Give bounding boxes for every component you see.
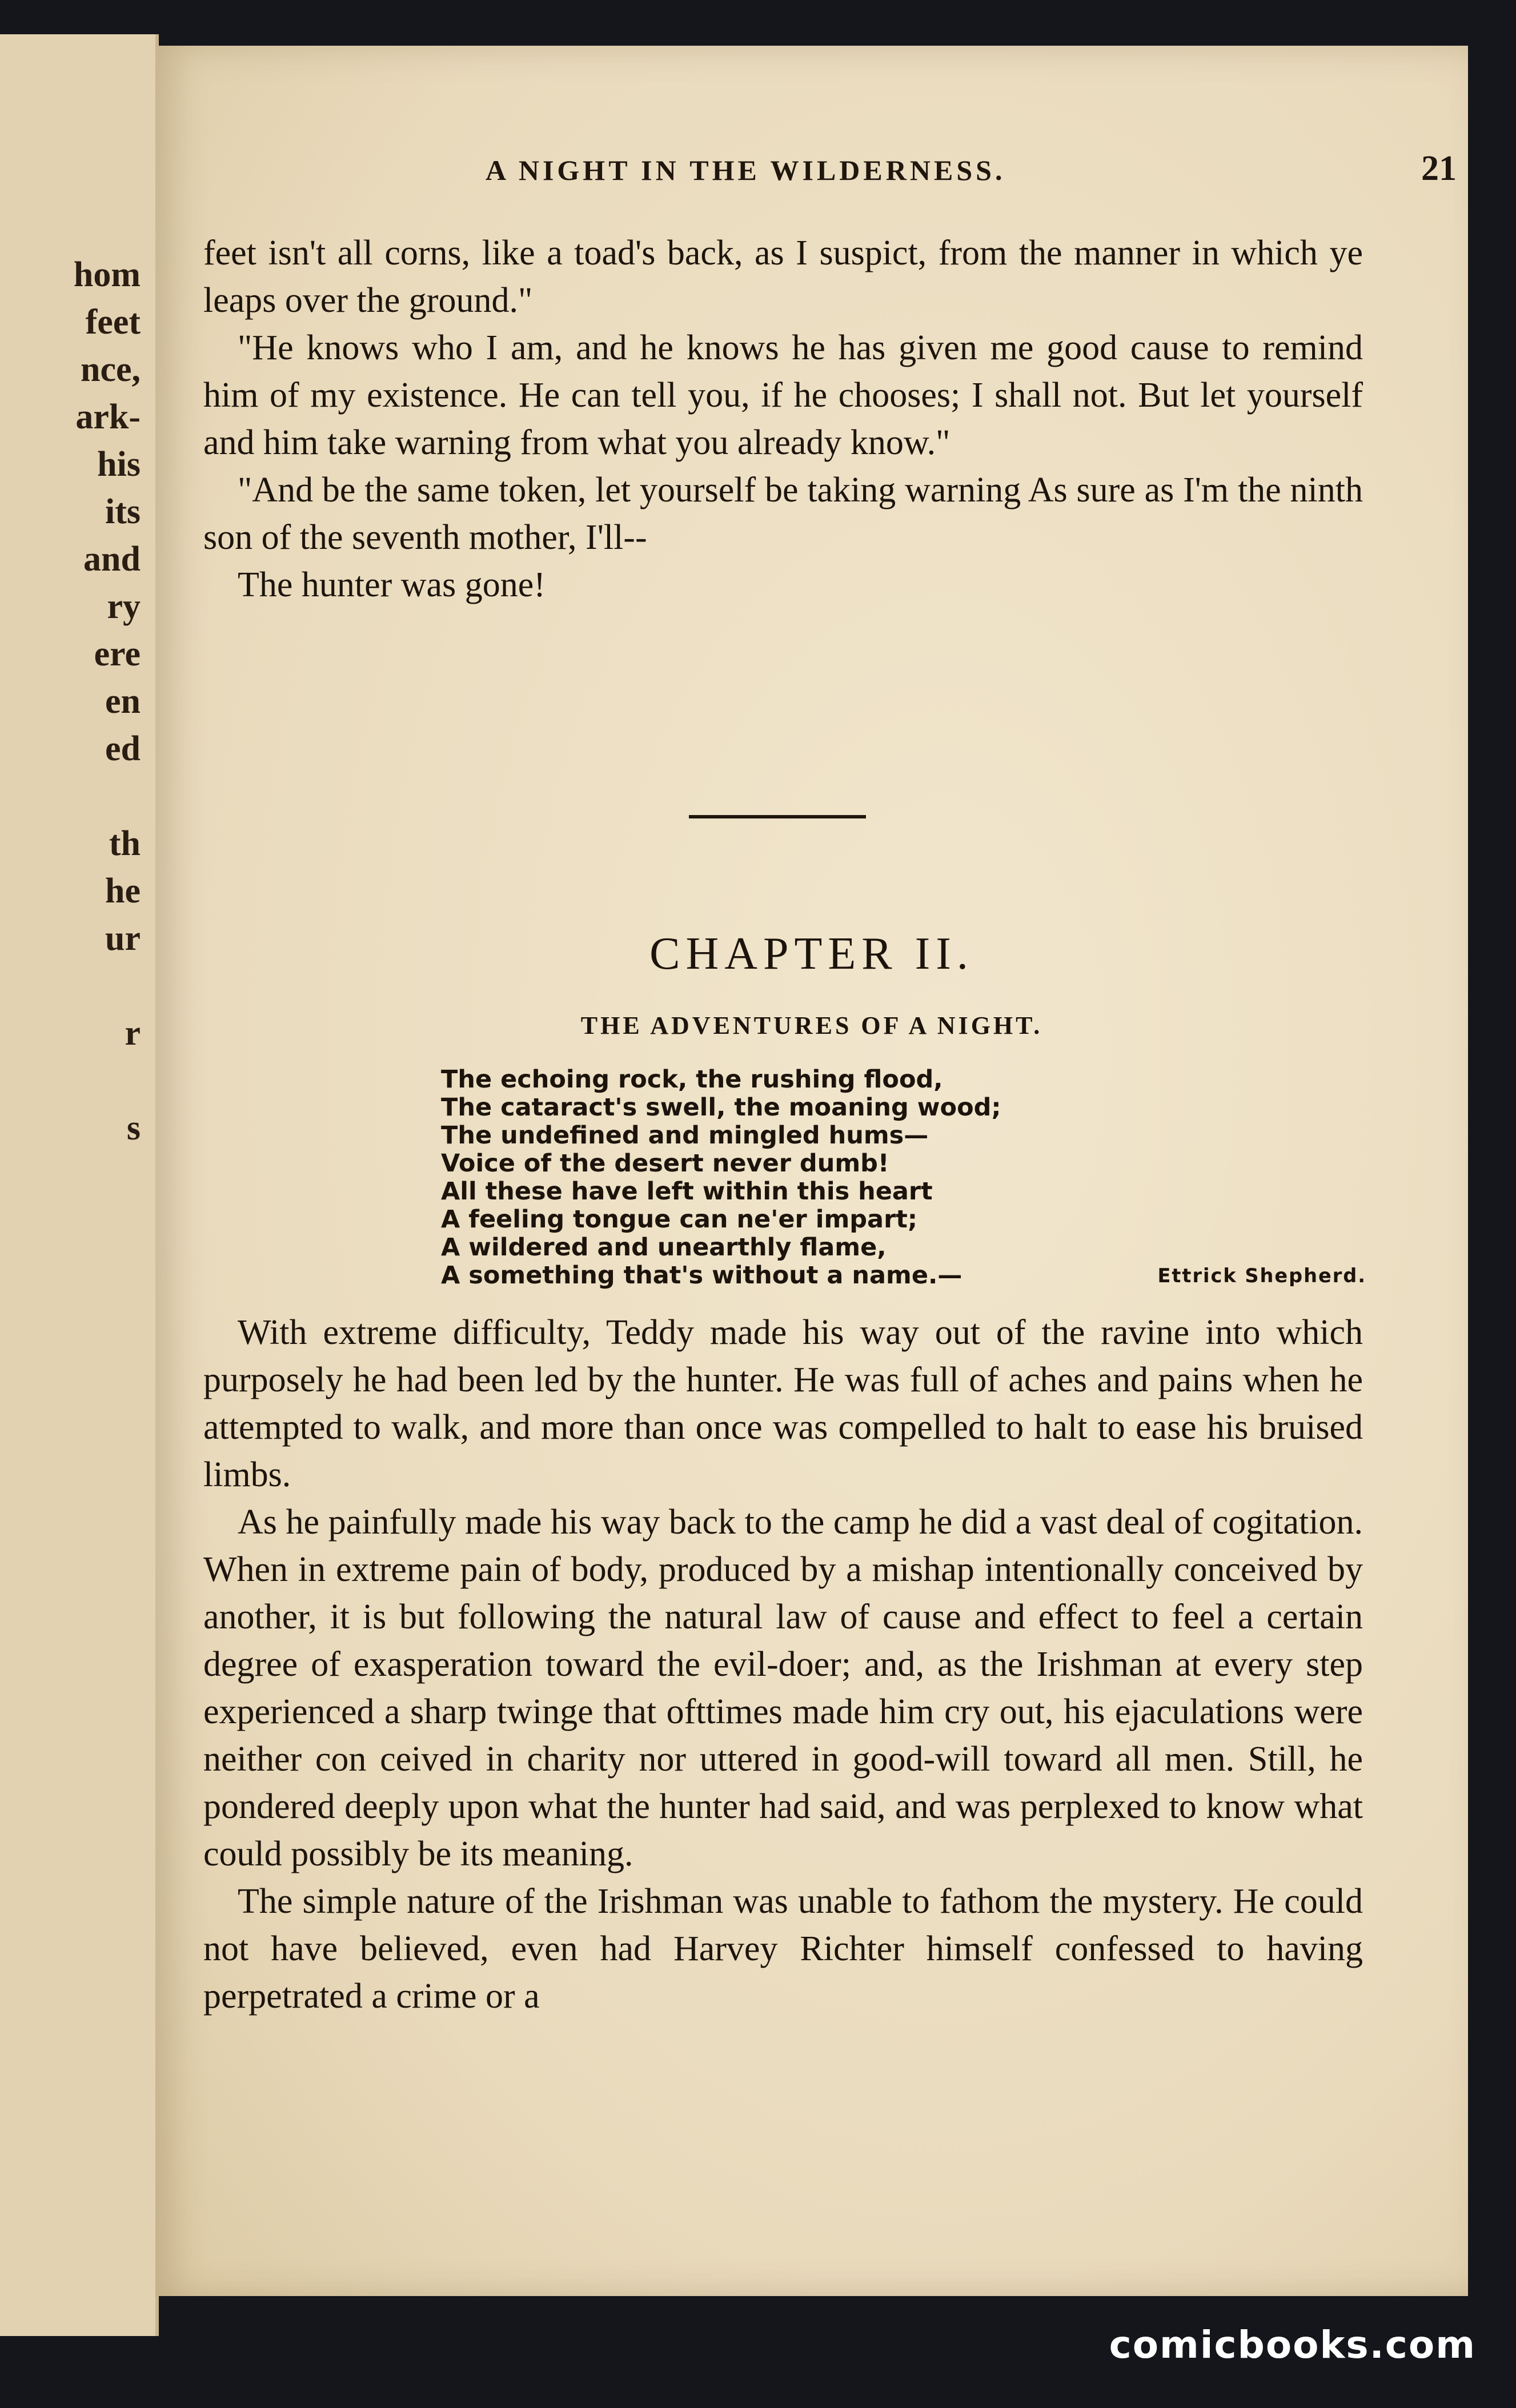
poem-line: The undefined and mingled hums—: [441, 1121, 929, 1150]
book-page: [155, 46, 1468, 2296]
poem-last-line: A something that's without a name.—: [441, 1261, 962, 1290]
facing-page-fragment: ur: [105, 919, 141, 958]
poem-line: A feeling tongue can ne'er impart;: [441, 1205, 918, 1234]
facing-page-fragment: s: [126, 1109, 141, 1147]
facing-page-fragment: he: [105, 872, 141, 910]
paragraph: The simple nature of the Irishman was unable to fathom the mystery. He could not have believed, even had Harvey Richter himself confessed to having perpetrated a crime or a: [203, 1882, 1363, 2016]
facing-page-fragment: nce,: [80, 350, 141, 389]
paragraph: "He knows who I am, and he knows he has given me good cause to remind him of my existence. He can tell you, if he chooses; I shall not. But let yourself and him take warning from what you already know.": [203, 328, 1363, 462]
poem-line: The echoing rock, the rushing flood,: [441, 1065, 943, 1094]
paragraph: "And be the same token, let yourself be taking warning As sure as I'm the ninth son of the seventh mother, I'll--: [203, 471, 1363, 557]
facing-page-text-fragments: [74, 251, 141, 1152]
poem-line: A wildered and unearthly flame,: [441, 1233, 887, 1262]
facing-page-fragment: ark-: [75, 398, 141, 436]
facing-page-fragment: feet: [85, 303, 141, 342]
poem-line: Voice of the desert never dumb!: [441, 1149, 889, 1178]
running-header: [486, 149, 1457, 189]
chapter-title: CHAPTER II.: [649, 929, 974, 979]
chapter-subtitle: THE ADVENTURES OF A NIGHT.: [580, 1012, 1043, 1040]
facing-page-fragment: ere: [94, 635, 141, 673]
section-divider-rule: [689, 815, 866, 818]
page-number: 21: [1421, 149, 1457, 188]
site-watermark: comicbooks.com: [1109, 2323, 1476, 2367]
paragraph: The hunter was gone!: [238, 565, 546, 604]
epigraph-poem: [441, 1066, 1366, 1290]
paragraph: feet isn't all corns, like a toad's back, as I suspict, from the manner in which ye leaps over the ground.": [203, 234, 1363, 320]
poem-line: The cataract's swell, the moaning wood;: [441, 1093, 1001, 1122]
facing-page-fragment: ry: [107, 587, 141, 626]
facing-page-fragment: his: [97, 445, 141, 484]
running-title: A NIGHT IN THE WILDERNESS.: [486, 154, 1006, 186]
facing-page-fragment: hom: [73, 255, 141, 294]
chapter-body: [203, 1309, 1363, 2020]
facing-page-fragment: r: [125, 1014, 141, 1053]
facing-page-edge: [0, 34, 159, 2336]
epigraph-attribution: Ettrick Shepherd.: [1157, 1265, 1366, 1287]
facing-page-fragment: th: [109, 824, 141, 863]
poem-line: [441, 1262, 1366, 1290]
paragraph: As he painfully made his way back to the camp he did a vast deal of cogitation. When in extreme pain of body, produced by a mishap intentionally conceived by another, it is but following the natural law of cause and effect to feel a certain degree of exasperation toward the evil-doer; and, as the Irishman at every step experienced a sharp twinge that ofttimes made him cry out, his ejaculations were neither con ceived in charity nor uttered in good-will toward all men. Still, he pondered deeply upon what the hunter had said, and was perplexed to know what could possibly be its meaning.: [203, 1503, 1363, 1873]
paragraph: With extreme difficulty, Teddy made his way out of the ravine into which purposely he had been led by the hunter. He was full of aches and pains when he attempted to walk, and more than once was compelled to halt to ease his bruised limbs.: [203, 1313, 1363, 1494]
facing-page-fragment: and: [83, 540, 141, 579]
facing-page-fragment: ed: [105, 729, 141, 768]
facing-page-fragment: its: [105, 492, 141, 531]
poem-line: All these have left within this heart: [441, 1177, 933, 1206]
top-text-block: [203, 230, 1363, 609]
facing-page-fragment: en: [105, 682, 141, 721]
